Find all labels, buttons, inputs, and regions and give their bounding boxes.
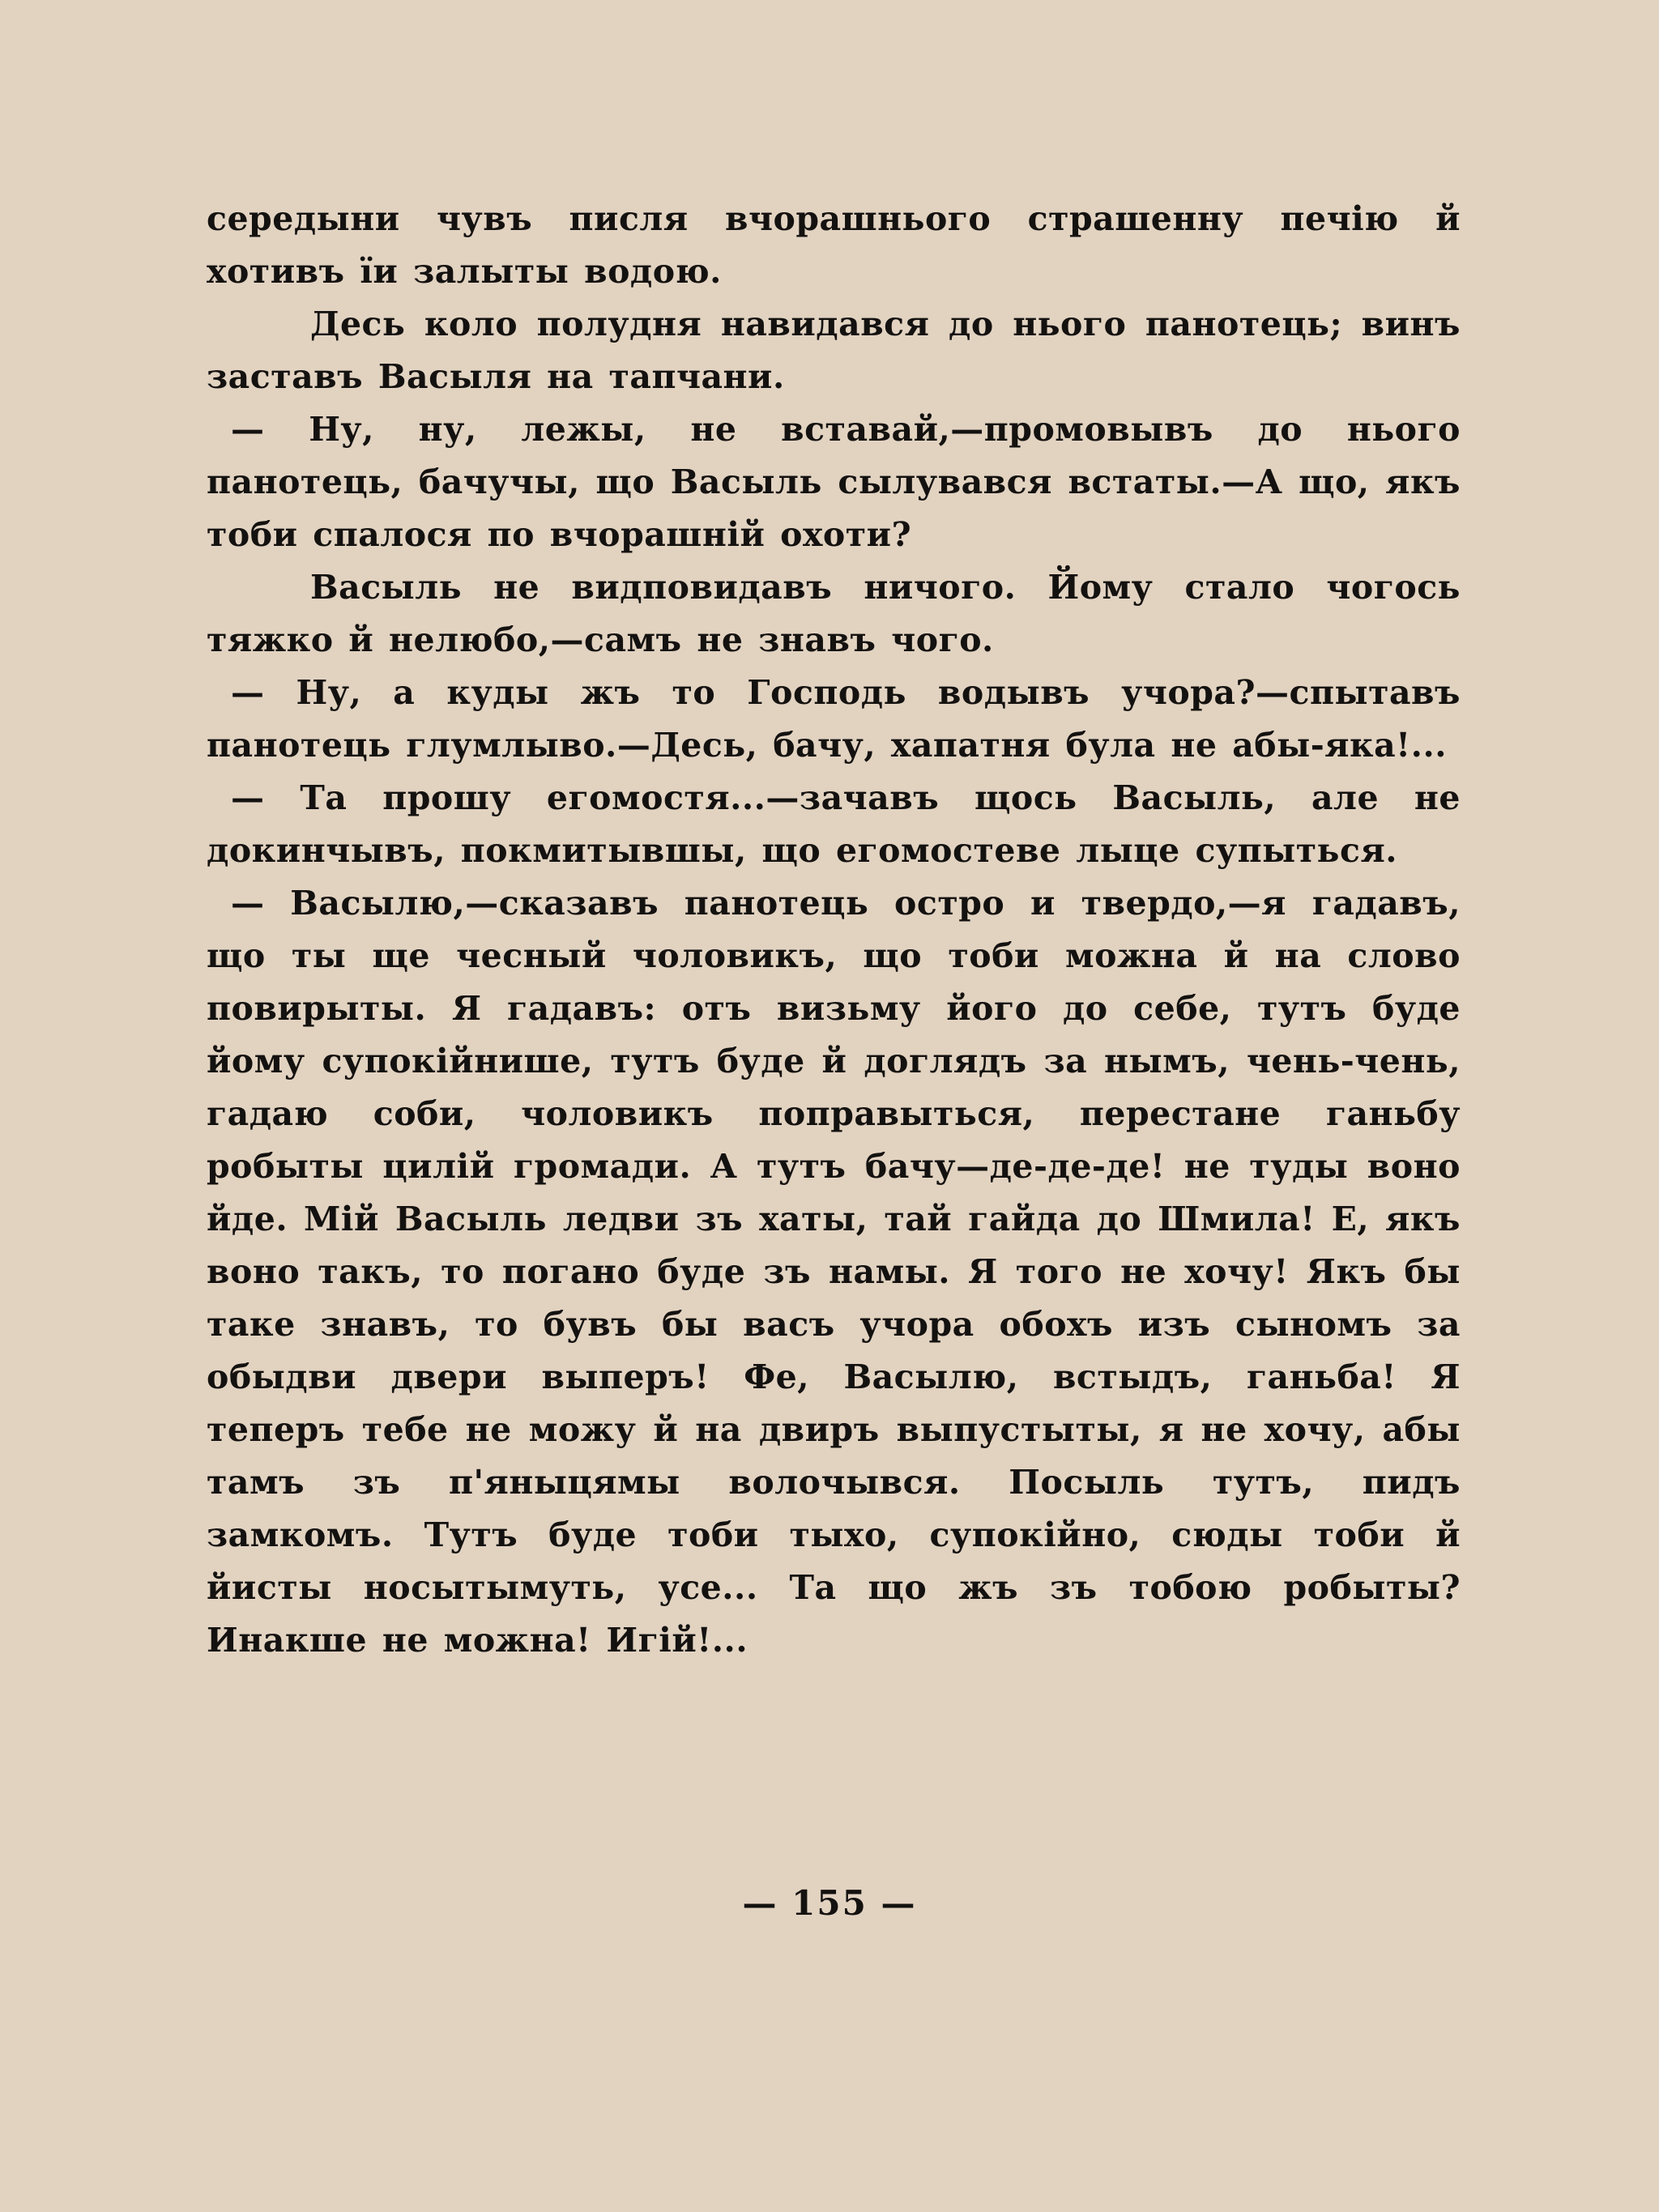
paragraph-dialogue-please: — Та прошу егомостя...—зачавъ щось Васыль, але не докинчывъ, покмитывшы, що егомостеве лыце супыться. bbox=[207, 778, 1461, 870]
paragraph-dialogue-lie-down: — Ну, ну, лежы, не вставай,—промовывъ до нього панотець, бачучы, що Васыль сылувався встаты.—А що, якъ тоби спалося по вчорашній охоти? bbox=[207, 410, 1461, 554]
paragraph-dialogue-where: — Ну, а куды жъ то Господь водывъ учора?—спытавъ панотець глумлыво.—Десь, бачу, хапатня була не абы-яка!... bbox=[207, 673, 1461, 765]
paragraph-vasyl-silent: Васыль не видповидавъ ничого. Йому стало чогось тяжко й нелюбо,—самъ не знавъ чого. bbox=[207, 568, 1461, 659]
paragraph-continuation: середыни чувъ писля вчорашнього страшенну печію й хотивъ їи залыты водою. bbox=[207, 199, 1461, 291]
paragraph-dialogue-speech: — Васылю,—сказавъ панотець остро и твердо,—я гадавъ, що ты ще чесный чоловикъ, що тоби можна й на слово повирыты. Я гадавъ: отъ визьму його до себе, тутъ буде йому супокійнише, тутъ буде й доглядъ за нымъ, чень-чень, гадаю соби, чоловикъ поправыться, перестане ганьбу робыты цилій громади. А тутъ бачу—де-де-де! не туды воно йде. Мій Васыль ледви зъ хаты, тай гайда до Шмила! Е, якъ воно такъ, то погано буде зъ намы. Я того не хочу! Якъ бы таке знавъ, то бувъ бы васъ учора обохъ изъ сыномъ за обыдви двери выперъ! Фе, Васылю, встыдъ, ганьба! Я теперъ тебе не можу й на двиръ выпустыты, я не хочу, абы тамъ зъ п'яныцямы волочывся. Посыль тутъ, пидъ замкомъ. Тутъ буде тоби тыхо, супокійно, сюды тоби й йисты носытымуть, усе... Та що жъ зъ тобою робыты? Инакше не можна! Игій!... bbox=[207, 884, 1461, 1660]
page-text bbox=[207, 193, 1461, 1667]
paragraph-priest-visit: Десь коло полудня навидався до нього панотець; винъ заставъ Васыля на тапчани. bbox=[207, 305, 1461, 396]
page-number: — 155 — bbox=[742, 1883, 917, 1923]
